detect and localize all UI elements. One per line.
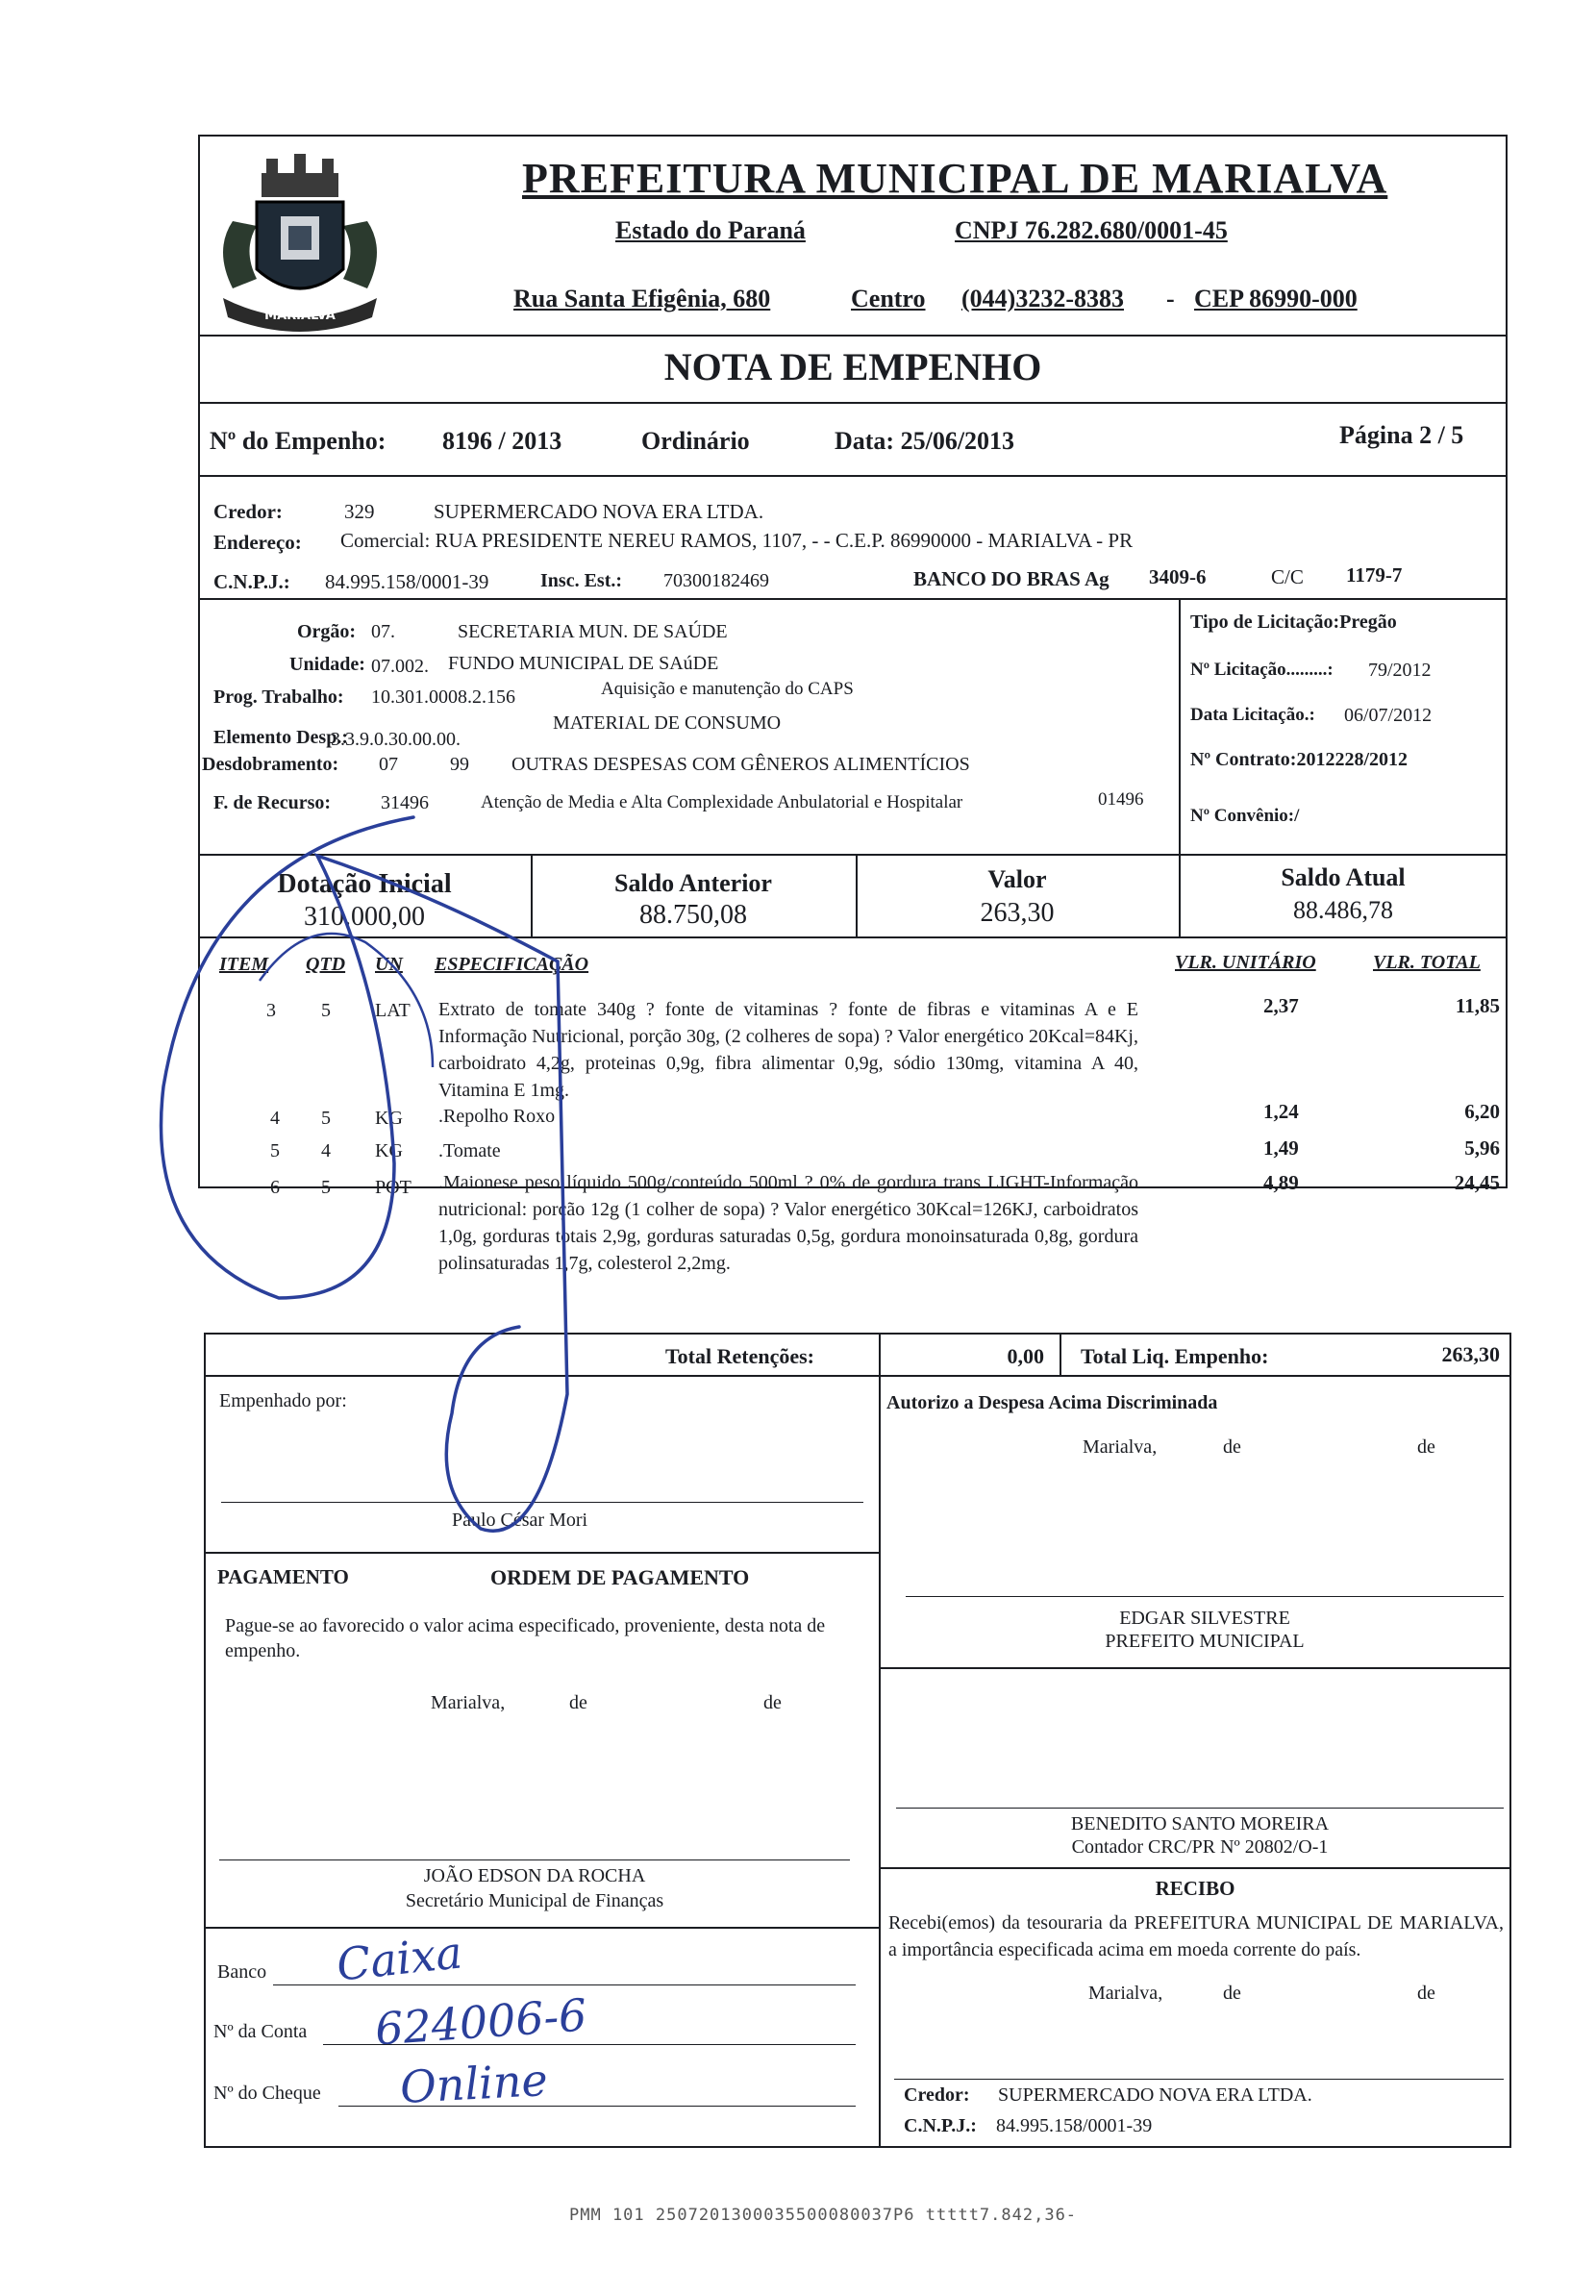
saldo-atual-value: 88.486,78 xyxy=(1293,896,1393,924)
elem-label: Elemento Desp.: xyxy=(213,727,348,748)
dotacao-inicial-value: 310.000,00 xyxy=(304,902,425,932)
desd-label: Desdobramento: xyxy=(202,754,339,775)
cc-label: C/C xyxy=(1271,565,1304,588)
pagamento-place: Marialva, xyxy=(431,1692,506,1713)
item-qtd: 5 xyxy=(321,1108,331,1129)
unidade-code: 07.002. xyxy=(371,656,429,677)
col-item-header: ITEM xyxy=(219,954,269,975)
divider xyxy=(204,1927,879,1929)
signature-line xyxy=(219,1859,850,1860)
item-un: LAT xyxy=(375,1000,411,1021)
page-number: Página 2 / 5 xyxy=(1339,421,1464,449)
retencoes-label: Total Retenções: xyxy=(665,1344,814,1368)
recibo-place: Marialva, xyxy=(1088,1983,1163,2004)
licitacao-tipo-text: Tipo de Licitação:Pregão xyxy=(1190,611,1397,633)
licitacao-number-label: Nº Licitação.........: xyxy=(1190,660,1334,680)
convenio-number: Nº Convênio:/ xyxy=(1190,806,1300,826)
insc-label: Insc. Est.: xyxy=(540,570,623,591)
dotacao-inicial-label: Dotação Inicial xyxy=(277,869,452,899)
empenhado-label: Empenhado por: xyxy=(219,1390,347,1411)
valor-label: Valor xyxy=(987,865,1047,893)
credor-address: Comercial: RUA PRESIDENTE NEREU RAMOS, 1107, - - C.E.P. 86990000 - MARIALVA - PR xyxy=(340,529,1134,552)
recibo-credor-label: Credor: xyxy=(904,2084,970,2106)
item-unit-price: 1,24 xyxy=(1263,1100,1299,1123)
item-total-price: 5,96 xyxy=(1464,1136,1500,1160)
item-unit-price: 2,37 xyxy=(1263,994,1299,1017)
footer-code: PMM 101 2507201300035500080037P6 ttttt7.842,36- xyxy=(569,2206,1078,2225)
licitacao-date: 06/07/2012 xyxy=(1344,705,1433,726)
recibo-cnpj: 84.995.158/0001-39 xyxy=(996,2115,1153,2136)
divider xyxy=(879,1667,1511,1669)
cheque-label: Nº do Cheque xyxy=(213,2083,321,2104)
empenho-number-label: Nº do Empenho: xyxy=(210,427,387,455)
conta-handwritten: 624006-6 xyxy=(373,1988,589,2056)
address-label: Endereço: xyxy=(213,531,302,554)
empenho-number: 8196 / 2013 xyxy=(442,427,562,455)
pagamento-text: Pague-se ao favorecido o valor acima especificado, proveniente, desta nota de empenho. xyxy=(225,1615,826,1661)
item-un: KG xyxy=(375,1108,403,1129)
divider xyxy=(198,402,1508,404)
financas-signer-name: JOÃO EDSON DA ROCHA xyxy=(423,1865,646,1886)
unidade-label: Unidade: xyxy=(289,654,365,675)
item-total-price: 11,85 xyxy=(1455,994,1500,1017)
prog-label: Prog. Trabalho: xyxy=(213,686,344,708)
empenho-date: Data: 25/06/2013 xyxy=(835,427,1015,455)
coat-of-arms-seal xyxy=(204,144,396,337)
recurso-code: 31496 xyxy=(381,792,429,813)
valor-value: 263,30 xyxy=(980,898,1055,928)
col-qtd-header: QTD xyxy=(306,954,346,975)
col-un-header: UN xyxy=(375,954,403,975)
item-qtd: 4 xyxy=(321,1140,331,1161)
recibo-de2: de xyxy=(1417,1983,1435,2004)
orgao-name: SECRETARIA MUN. DE SAÚDE xyxy=(458,621,728,642)
autorizo-de1: de xyxy=(1223,1436,1241,1458)
divider xyxy=(1060,1333,1061,1375)
conta-line xyxy=(323,2044,856,2045)
banco-line xyxy=(273,1984,856,1985)
banco-label: Banco xyxy=(217,1961,267,1983)
recibo-text: Recebi(emos) da tesouraria da PREFEITURA MUNICIPAL DE MARIALVA, a importância especificada acima em moeda corrente do país. xyxy=(888,1912,1504,1960)
item-spec: Extrato de tomate 340g ? fonte de vitaminas ? fonte de fibras e vitaminas A e E Informação Nutricional, porção 30g, (2 colheres de sopa) ? Valor energético 20Kcal=84Kj, carboidrato 4,2g, proteinas 0,9g, fibra alimentar 0,9g, sódio 130mg, vitamina A 40, Vitamina E 1mg. xyxy=(438,999,1138,1101)
signature-line xyxy=(896,1808,1504,1809)
state-name: Estado do Paraná xyxy=(615,216,806,244)
col-unit-header: VLR. UNITÁRIO xyxy=(1175,952,1316,973)
ordem-pagamento-title: ORDEM DE PAGAMENTO xyxy=(490,1565,750,1589)
item-total-price: 6,20 xyxy=(1464,1100,1500,1123)
item-unit-price: 4,89 xyxy=(1263,1171,1299,1194)
saldo-atual-label: Saldo Atual xyxy=(1281,863,1406,891)
item-spec: .Tomate xyxy=(438,1140,501,1161)
recurso-label: F. de Recurso: xyxy=(213,792,332,813)
pagamento-de2: de xyxy=(763,1692,782,1713)
pagamento-title: PAGAMENTO xyxy=(217,1565,349,1588)
elem-name: MATERIAL DE CONSUMO xyxy=(553,712,782,734)
recurso-code2: 01496 xyxy=(1098,789,1144,810)
item-total-price: 24,45 xyxy=(1454,1171,1500,1194)
recibo-de1: de xyxy=(1223,1983,1241,2004)
credor-code: 329 xyxy=(344,500,375,523)
item-un: POT xyxy=(375,1177,411,1198)
recibo-credor-name: SUPERMERCADO NOVA ERA LTDA. xyxy=(998,2084,1312,2106)
licitacao-number: 79/2012 xyxy=(1368,660,1432,681)
liq-empenho-label: Total Liq. Empenho: xyxy=(1081,1344,1269,1368)
desd-code2: 99 xyxy=(450,754,469,775)
recibo-title: RECIBO xyxy=(1155,1877,1235,1900)
item-number: 5 xyxy=(270,1140,280,1161)
item-un: KG xyxy=(375,1140,403,1161)
item-number: 6 xyxy=(270,1177,280,1198)
orgao-code: 07. xyxy=(371,621,395,642)
col-total-header: VLR. TOTAL xyxy=(1373,952,1481,973)
saldo-anterior-value: 88.750,08 xyxy=(639,900,747,930)
cheque-handwritten: Online xyxy=(398,2054,549,2113)
licitacao-date-label: Data Licitação.: xyxy=(1190,705,1315,725)
liq-empenho-value: 263,30 xyxy=(1441,1342,1500,1366)
recurso-name: Atenção de Media e Alta Complexidade Anbulatorial e Hospitalar xyxy=(481,792,963,812)
retencoes-value: 0,00 xyxy=(1007,1344,1044,1368)
header-phone: (044)3232-8383 xyxy=(961,285,1124,312)
contrato-number: Nº Contrato:2012228/2012 xyxy=(1190,749,1409,770)
contador-name: BENEDITO SANTO MOREIRA xyxy=(1070,1813,1330,1834)
item-number: 3 xyxy=(266,1000,276,1021)
divider xyxy=(198,475,1508,477)
credor-label: Credor: xyxy=(213,500,283,523)
divider xyxy=(879,1333,881,2148)
prog-name: Aquisição e manutenção do CAPS xyxy=(601,679,854,699)
financas-signer-role: Secretário Municipal de Finanças xyxy=(405,1890,664,1911)
item-spec: .Maionese peso líquido 500g/conteúdo 500ml ? 0% de gordura trans LIGHT-Informação nutricional: porção 12g (1 colher de sopa) ? Valor energético 30Kcal=126KJ, carboidratos 1,0g, gorduras totais 2,9g, gorduras saturadas 0,5g, gordura monoinsaturada 0,8g, gordura polinsaturadas 1,7g, colesterol 2,2mg. xyxy=(438,1172,1138,1274)
divider xyxy=(198,598,1508,600)
divider xyxy=(879,1867,1511,1869)
item-qtd: 5 xyxy=(321,1000,331,1021)
cheque-line xyxy=(338,2106,856,2107)
empenhado-signer: Paulo César Mori xyxy=(452,1510,588,1531)
cc-value: 1179-7 xyxy=(1346,563,1403,586)
saldo-anterior-label: Saldo Anterior xyxy=(614,869,772,897)
item-unit-price: 1,49 xyxy=(1263,1136,1299,1160)
seal-text: MARIALVA xyxy=(264,309,336,323)
credor-name: SUPERMERCADO NOVA ERA LTDA. xyxy=(434,500,764,523)
licitacao-tipo xyxy=(1190,611,1397,634)
divider xyxy=(198,335,1508,337)
header-dash: - xyxy=(1166,285,1175,312)
divider xyxy=(1179,598,1181,856)
conta-label: Nº da Conta xyxy=(213,2021,308,2042)
unidade-name: FUNDO MUNICIPAL DE SAúDE xyxy=(448,653,719,674)
insc-value: 70300182469 xyxy=(663,570,769,591)
nota-title: NOTA DE EMPENHO xyxy=(663,345,1042,388)
desd-code1: 07 xyxy=(379,754,398,775)
empenho-type: Ordinário xyxy=(641,427,750,455)
handwritten-signature-icon xyxy=(144,798,625,1567)
header-street: Rua Santa Efigênia, 680 xyxy=(513,285,771,312)
signature-line xyxy=(894,2079,1504,2080)
prefeito-name: EDGAR SILVESTRE xyxy=(1119,1608,1290,1629)
signature-line xyxy=(906,1596,1504,1597)
desd-name: OUTRAS DESPESAS COM GÊNEROS ALIMENTÍCIOS xyxy=(511,754,970,775)
pagamento-de1: de xyxy=(569,1692,587,1713)
banco-handwritten: Caixa xyxy=(334,1926,465,1991)
bank-agency: 3409-6 xyxy=(1149,565,1207,588)
col-spec-header: ESPECIFICAÇÃO xyxy=(435,954,589,975)
header-centro: Centro xyxy=(851,285,926,312)
header-cnpj: CNPJ 76.282.680/0001-45 xyxy=(955,216,1228,244)
prog-code: 10.301.0008.2.156 xyxy=(371,686,515,708)
coat-of-arms-icon xyxy=(204,144,396,337)
elem-code: 3.3.9.0.30.00.00. xyxy=(331,729,461,750)
header-cep: CEP 86990-000 xyxy=(1194,285,1358,312)
item-spec: .Repolho Roxo xyxy=(438,1106,556,1127)
recibo-cnpj-label: C.N.P.J.: xyxy=(904,2115,977,2136)
autorizo-place: Marialva, xyxy=(1083,1436,1158,1458)
orgao-label: Orgão: xyxy=(297,621,357,642)
autorizo-title: Autorizo a Despesa Acima Discriminada xyxy=(886,1392,1218,1413)
item-number: 4 xyxy=(270,1108,280,1129)
item-qtd: 5 xyxy=(321,1177,331,1198)
prefeito-role: PREFEITO MUNICIPAL xyxy=(1105,1631,1305,1652)
credor-cnpj: 84.995.158/0001-39 xyxy=(325,570,489,593)
municipality-title: PREFEITURA MUNICIPAL DE MARIALVA xyxy=(522,155,1388,202)
bank-name: BANCO DO BRAS Ag xyxy=(913,567,1110,590)
contador-role: Contador CRC/PR Nº 20802/O-1 xyxy=(1071,1836,1329,1858)
credor-cnpj-label: C.N.P.J.: xyxy=(213,570,290,593)
autorizo-de2: de xyxy=(1417,1436,1435,1458)
